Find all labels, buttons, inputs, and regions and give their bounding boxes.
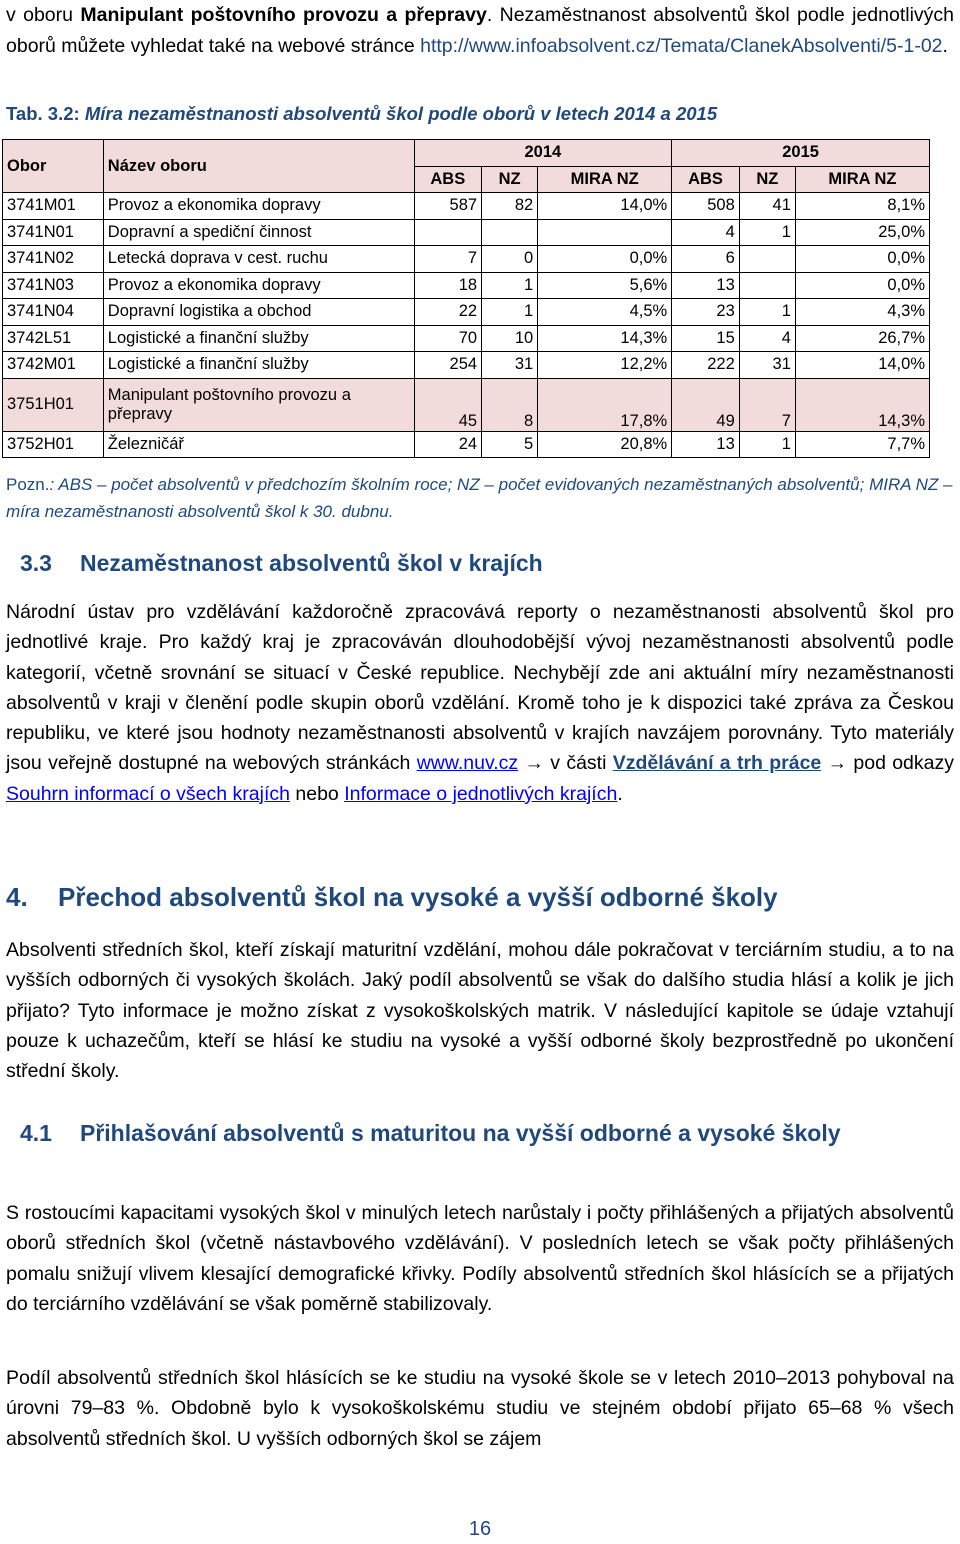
cell: 31 — [482, 352, 538, 379]
intro-text-2: . Nezaměstnanost absolventů škol podle jednotlivých oborů můžete vyhledat také na webové stránce — [6, 4, 954, 57]
cell: 0,0% — [795, 272, 929, 299]
cell: 20,8% — [538, 431, 672, 458]
cell: 26,7% — [795, 325, 929, 352]
cell: 14,0% — [795, 352, 929, 379]
cell: 254 — [414, 352, 482, 379]
intro-end: . — [942, 34, 948, 57]
cell: 587 — [414, 193, 482, 220]
section-4-1-paragraph-1: S rostoucími kapacitami vysokých škol v minulých letech narůstaly i počty přihlášených a přijatých absolventů oborů středních škol (včetně nástavbového vzdělávání). V posledních letech se však počty přihlášených pomalu snižují vlivem klesající demografické křivky. Podíly absolventů středních škol hlásících se a přijatých do terciárního vzdělávání se však poměrně stabilizovaly. — [6, 1202, 954, 1315]
cell: 12,2% — [538, 352, 672, 379]
cell: 1 — [739, 431, 795, 458]
section-4-1-paragraph-2: Podíl absolventů středních škol hlásících se ke studiu na vysoké škole se v letech 2010–2013 pohyboval na úrovni 79–83 %. Obdobně bylo k vysokoškolskému studiu ve stejném období přijato 65–68 % všech absolventů středních škol. U vyšších odborných škol se zájem — [6, 1367, 954, 1450]
row-code: 3751H01 — [3, 378, 104, 431]
table-row — [3, 325, 930, 352]
row-code: 3741M01 — [3, 193, 104, 220]
cell: 22 — [414, 299, 482, 326]
cell: 8,1% — [795, 193, 929, 220]
cell — [538, 219, 672, 246]
paragraph-text: Národní ústav pro vzdělávání každoročně zpracovává reporty o nezaměstnanosti absolventů škol pro jednotlivé kraje. Pro každý kraj je zpracováván dlouhodobější vývoj nezaměstnanosti absolventů podle kategorií, včetně srovnání se situací v České republice. Nechybějí zde ani aktuální míry nezaměstnanosti absolventů v kraji v členění podle skupin oborů vzdělání. Kromě toho je k dispozici také zpráva za Českou republiku, ve které jsou hodnoty nezaměstnanosti absolventů v krajích navzájem porovnány. Tyto materiály jsou veřejně dostupné na webových stránkách — [6, 601, 954, 775]
header-year-2015: 2015 — [672, 140, 930, 167]
cell: 45 — [414, 378, 482, 431]
cell: 31 — [739, 352, 795, 379]
table-row — [3, 352, 930, 379]
cell: 10 — [482, 325, 538, 352]
cell: 17,8% — [538, 378, 672, 431]
header-nz: NZ — [739, 166, 795, 193]
header-nazev: Název oboru — [103, 140, 414, 193]
row-name: Dopravní logistika a obchod — [103, 299, 414, 326]
informace-kraje-link[interactable]: Informace o jednotlivých krajích — [344, 782, 618, 805]
section-heading-4-1 — [20, 1115, 920, 1151]
table-row — [3, 219, 930, 246]
cell: 25,0% — [795, 219, 929, 246]
cell: 6 — [672, 246, 740, 273]
row-code: 3741N02 — [3, 246, 104, 273]
cell: 5 — [482, 431, 538, 458]
section-3-3-paragraph — [6, 597, 954, 809]
souhrn-informaci-link[interactable]: Souhrn informací o všech krajích — [6, 782, 290, 805]
cell: 14,3% — [538, 325, 672, 352]
table-row — [3, 246, 930, 273]
cell: 1 — [739, 219, 795, 246]
note-text: : ABS – počet absolventů v předchozím školním roce; NZ – počet evidovaných nezaměstnaných absolventů; MIRA NZ – míra nezaměstnanosti absolventů škol k 30. dubnu. — [6, 475, 953, 521]
row-name: Logistické a finanční služby — [103, 352, 414, 379]
cell: 49 — [672, 378, 740, 431]
row-name: Provoz a ekonomika dopravy — [103, 193, 414, 220]
cell — [482, 219, 538, 246]
cell: 0 — [482, 246, 538, 273]
table-row — [3, 193, 930, 220]
cell: 23 — [672, 299, 740, 326]
header-abs: ABS — [672, 166, 740, 193]
header-abs: ABS — [414, 166, 482, 193]
cell: 222 — [672, 352, 740, 379]
arrow-icon: → — [821, 752, 854, 775]
row-code: 3742L51 — [3, 325, 104, 352]
cell: 0,0% — [538, 246, 672, 273]
arrow-icon: → — [518, 752, 551, 775]
section-number: 4.1 — [20, 1120, 52, 1146]
cell: 5,6% — [538, 272, 672, 299]
cell: 508 — [672, 193, 740, 220]
header-nz: NZ — [482, 166, 538, 193]
cell: 4,5% — [538, 299, 672, 326]
row-code: 3741N01 — [3, 219, 104, 246]
note-label: Pozn. — [6, 475, 50, 494]
cell: 70 — [414, 325, 482, 352]
cell: 1 — [482, 299, 538, 326]
header-mira: MIRA NZ — [795, 166, 929, 193]
cell: 7 — [414, 246, 482, 273]
cell: 1 — [482, 272, 538, 299]
cell: 13 — [672, 431, 740, 458]
intro-text: v oboru — [6, 4, 81, 26]
table-row — [3, 272, 930, 299]
row-name: Provoz a ekonomika dopravy — [103, 272, 414, 299]
row-name: Železničář — [103, 431, 414, 458]
cell: 4 — [672, 219, 740, 246]
cell: 15 — [672, 325, 740, 352]
chapter-4-paragraph: Absolventi středních škol, kteří získají maturitní vzdělání, mohou dále pokračovat v terciárním studiu, a to na vyšších odborných či vysokých školách. Jaký podíl absolventů se však do dalšího studia hlásí a kolik je jich přijato? Tyto informace je možno získat z vysokoškolských matrik. V následující kapitole se údaje vztahují pouze k uchazečům, kteří se hlásí ke studiu na vysoké a vyšší odborné školy bezprostředně po ukončení střední školy. — [6, 939, 954, 1083]
infoabsolvent-link[interactable]: http://www.infoabsolvent.cz/Temata/ClanekAbsolventi/5-1-02 — [420, 34, 943, 57]
row-code: 3741N03 — [3, 272, 104, 299]
intro-paragraph — [6, 0, 954, 61]
vzdelavani-trh-prace-link[interactable]: Vzdělávání a trh práce — [612, 752, 822, 775]
table-row-highlight — [3, 378, 930, 431]
row-name: Letecká doprava v cest. ruchu — [103, 246, 414, 273]
cell: 4 — [739, 325, 795, 352]
cell: 24 — [414, 431, 482, 458]
caption-text: Míra nezaměstnanosti absolventů škol podle oborů v letech 2014 a 2015 — [84, 103, 718, 124]
table-row — [3, 431, 930, 458]
row-name: Manipulant poštovního provozu a přepravy — [103, 378, 414, 431]
header-obor: Obor — [3, 140, 104, 193]
nuv-link[interactable]: www.nuv.cz — [416, 752, 519, 775]
table-note — [6, 471, 954, 525]
row-name: Logistické a finanční služby — [103, 325, 414, 352]
cell: 0,0% — [795, 246, 929, 273]
section-number: 3.3 — [20, 550, 52, 576]
intro-bold: Manipulant poštovního provozu a přepravy — [80, 4, 487, 26]
row-name: Dopravní a spediční činnost — [103, 219, 414, 246]
cell: 4,3% — [795, 299, 929, 326]
cell: 1 — [739, 299, 795, 326]
section-title: Přihlašování absolventů s maturitou na vyšší odborné a vysoké školy — [80, 1120, 841, 1146]
row-code: 3741N04 — [3, 299, 104, 326]
cell: 7,7% — [795, 431, 929, 458]
paragraph-text: nebo — [289, 782, 345, 805]
cell: 18 — [414, 272, 482, 299]
cell: 7 — [739, 378, 795, 431]
cell: 82 — [482, 193, 538, 220]
cell — [739, 246, 795, 273]
cell: 14,3% — [795, 378, 929, 431]
table-caption — [6, 103, 717, 125]
unemployment-table — [2, 139, 930, 458]
caption-label: Tab. 3.2: — [6, 103, 85, 124]
section-heading-3-3 — [20, 550, 543, 577]
cell — [739, 272, 795, 299]
page-number: 16 — [468, 1518, 492, 1540]
cell: 13 — [672, 272, 740, 299]
paragraph-text: . — [617, 782, 623, 805]
table-row — [3, 299, 930, 326]
row-code: 3752H01 — [3, 431, 104, 458]
cell: 14,0% — [538, 193, 672, 220]
cell — [414, 219, 482, 246]
cell: 8 — [482, 378, 538, 431]
row-code: 3742M01 — [3, 352, 104, 379]
header-year-2014: 2014 — [414, 140, 672, 167]
cell: 41 — [739, 193, 795, 220]
section-title: Nezaměstnanost absolventů škol v krajích — [80, 550, 543, 576]
header-mira: MIRA NZ — [538, 166, 672, 193]
paragraph-text: v části — [550, 752, 613, 775]
chapter-number: 4. — [6, 882, 28, 912]
chapter-heading-4 — [6, 882, 778, 913]
chapter-title: Přechod absolventů škol na vysoké a vyšší odborné školy — [58, 882, 778, 912]
paragraph-text: pod odkazy — [853, 752, 954, 775]
